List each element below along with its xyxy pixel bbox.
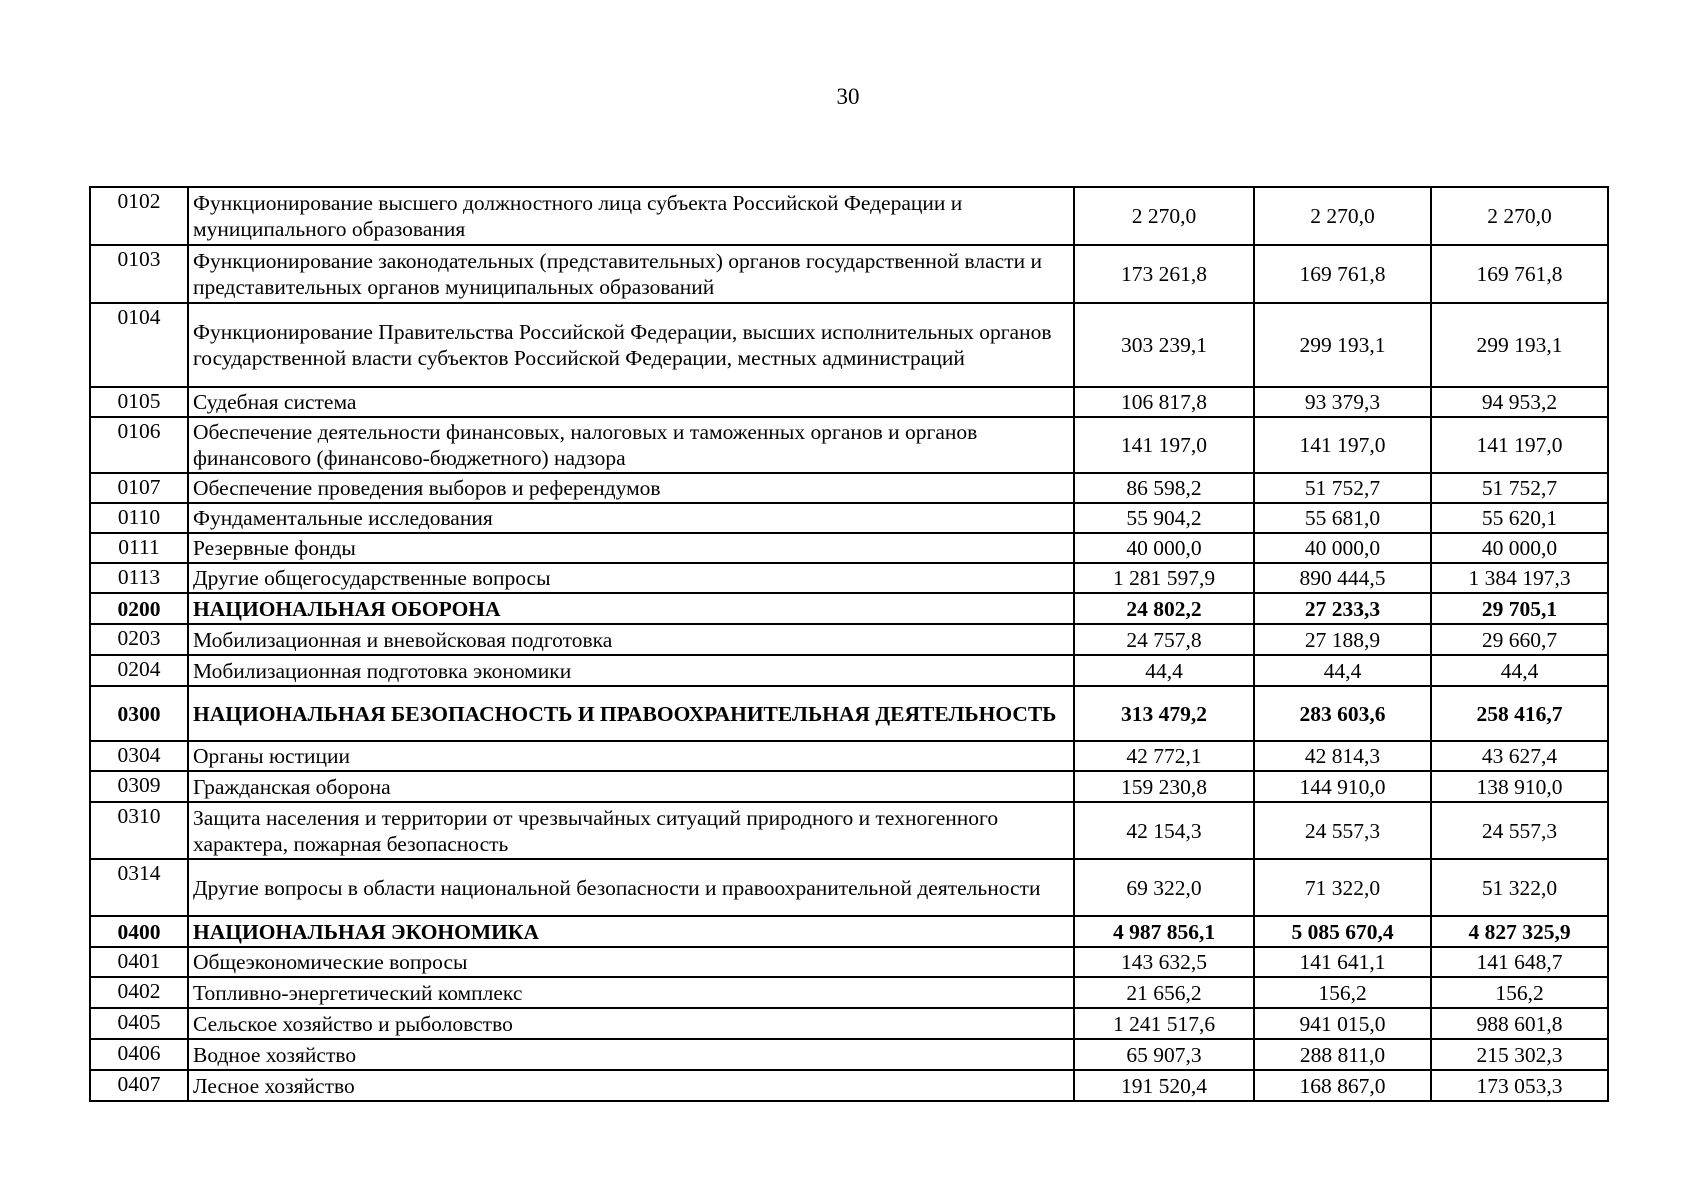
row-value-1: 1 281 597,9 xyxy=(1074,563,1254,593)
table-row xyxy=(90,245,1608,303)
table-row xyxy=(90,1039,1608,1070)
row-value-1: 24 802,2 xyxy=(1074,593,1254,624)
row-code: 0203 xyxy=(90,624,188,655)
table-row xyxy=(90,741,1608,771)
row-value-2: 156,2 xyxy=(1254,977,1431,1008)
row-code: 0110 xyxy=(90,503,188,533)
row-value-1: 69 322,0 xyxy=(1074,859,1254,916)
row-value-1: 21 656,2 xyxy=(1074,977,1254,1008)
row-value-3: 55 620,1 xyxy=(1431,503,1608,533)
row-name: Функционирование высшего должностного лица субъекта Российской Федерации и муниципального образования xyxy=(188,187,1074,245)
row-value-3: 299 193,1 xyxy=(1431,303,1608,387)
row-value-3: 258 416,7 xyxy=(1431,686,1608,741)
row-value-1: 44,4 xyxy=(1074,655,1254,686)
table-row xyxy=(90,533,1608,563)
row-value-1: 65 907,3 xyxy=(1074,1039,1254,1070)
row-value-1: 2 270,0 xyxy=(1074,187,1254,245)
row-value-3: 141 197,0 xyxy=(1431,417,1608,473)
row-value-2: 890 444,5 xyxy=(1254,563,1431,593)
row-code: 0400 xyxy=(90,916,188,947)
row-value-1: 106 817,8 xyxy=(1074,387,1254,417)
table-row xyxy=(90,503,1608,533)
row-value-1: 141 197,0 xyxy=(1074,417,1254,473)
row-value-1: 55 904,2 xyxy=(1074,503,1254,533)
row-code: 0107 xyxy=(90,473,188,503)
row-value-2: 144 910,0 xyxy=(1254,771,1431,802)
row-code: 0405 xyxy=(90,1008,188,1039)
row-value-2: 27 188,9 xyxy=(1254,624,1431,655)
row-name: Обеспечение деятельности финансовых, налоговых и таможенных органов и органов финансового (финансово-бюджетного) надзора xyxy=(188,417,1074,473)
table-row xyxy=(90,473,1608,503)
row-name: Резервные фонды xyxy=(188,533,1074,563)
page-number: 30 xyxy=(836,84,860,109)
row-name: НАЦИОНАЛЬНАЯ БЕЗОПАСНОСТЬ И ПРАВООХРАНИТЕЛЬНАЯ ДЕЯТЕЛЬНОСТЬ xyxy=(188,686,1074,741)
table-row xyxy=(90,859,1608,916)
row-code: 0103 xyxy=(90,245,188,303)
row-code: 0113 xyxy=(90,563,188,593)
row-value-3: 29 660,7 xyxy=(1431,624,1608,655)
row-value-2: 55 681,0 xyxy=(1254,503,1431,533)
row-name: Защита населения и территории от чрезвычайных ситуаций природного и техногенного характера, пожарная безопасность xyxy=(188,802,1074,859)
row-code: 0204 xyxy=(90,655,188,686)
row-name: Органы юстиции xyxy=(188,741,1074,771)
row-value-2: 941 015,0 xyxy=(1254,1008,1431,1039)
row-value-1: 24 757,8 xyxy=(1074,624,1254,655)
row-value-2: 2 270,0 xyxy=(1254,187,1431,245)
row-code: 0401 xyxy=(90,947,188,977)
table-row xyxy=(90,187,1608,245)
row-code: 0300 xyxy=(90,686,188,741)
table-row xyxy=(90,771,1608,802)
row-value-3: 215 302,3 xyxy=(1431,1039,1608,1070)
row-code: 0111 xyxy=(90,533,188,563)
row-name: Обеспечение проведения выборов и референдумов xyxy=(188,473,1074,503)
row-name: Мобилизационная подготовка экономики xyxy=(188,655,1074,686)
row-value-2: 27 233,3 xyxy=(1254,593,1431,624)
row-value-1: 191 520,4 xyxy=(1074,1070,1254,1101)
table-row xyxy=(90,417,1608,473)
row-value-1: 42 772,1 xyxy=(1074,741,1254,771)
row-name: Фундаментальные исследования xyxy=(188,503,1074,533)
row-value-2: 141 641,1 xyxy=(1254,947,1431,977)
row-name: Функционирование законодательных (представительных) органов государственной власти и представительных органов муниципальных образований xyxy=(188,245,1074,303)
row-name: Мобилизационная и вневойсковая подготовка xyxy=(188,624,1074,655)
row-name: Водное хозяйство xyxy=(188,1039,1074,1070)
budget-table xyxy=(89,186,1609,1102)
row-code: 0309 xyxy=(90,771,188,802)
row-value-2: 71 322,0 xyxy=(1254,859,1431,916)
row-name: Лесное хозяйство xyxy=(188,1070,1074,1101)
row-code: 0310 xyxy=(90,802,188,859)
row-value-1: 1 241 517,6 xyxy=(1074,1008,1254,1039)
row-value-3: 141 648,7 xyxy=(1431,947,1608,977)
row-value-2: 299 193,1 xyxy=(1254,303,1431,387)
row-name: Судебная система xyxy=(188,387,1074,417)
row-code: 0314 xyxy=(90,859,188,916)
table-row xyxy=(90,624,1608,655)
row-value-3: 51 322,0 xyxy=(1431,859,1608,916)
row-value-3: 2 270,0 xyxy=(1431,187,1608,245)
row-name: Функционирование Правительства Российской Федерации, высших исполнительных органов государственной власти субъектов Российской Федерации, местных администраций xyxy=(188,303,1074,387)
row-value-1: 159 230,8 xyxy=(1074,771,1254,802)
row-value-2: 288 811,0 xyxy=(1254,1039,1431,1070)
row-value-3: 156,2 xyxy=(1431,977,1608,1008)
row-name: НАЦИОНАЛЬНАЯ ЭКОНОМИКА xyxy=(188,916,1074,947)
row-value-1: 40 000,0 xyxy=(1074,533,1254,563)
row-value-1: 42 154,3 xyxy=(1074,802,1254,859)
row-name: Сельское хозяйство и рыболовство xyxy=(188,1008,1074,1039)
row-value-3: 138 910,0 xyxy=(1431,771,1608,802)
row-value-3: 51 752,7 xyxy=(1431,473,1608,503)
row-code: 0105 xyxy=(90,387,188,417)
row-value-1: 313 479,2 xyxy=(1074,686,1254,741)
row-value-3: 173 053,3 xyxy=(1431,1070,1608,1101)
row-value-2: 44,4 xyxy=(1254,655,1431,686)
row-value-2: 141 197,0 xyxy=(1254,417,1431,473)
row-value-1: 303 239,1 xyxy=(1074,303,1254,387)
row-value-1: 86 598,2 xyxy=(1074,473,1254,503)
table-row xyxy=(90,303,1608,387)
row-value-3: 29 705,1 xyxy=(1431,593,1608,624)
row-value-3: 4 827 325,9 xyxy=(1431,916,1608,947)
row-code: 0402 xyxy=(90,977,188,1008)
table-row xyxy=(90,916,1608,947)
row-value-2: 5 085 670,4 xyxy=(1254,916,1431,947)
row-value-2: 40 000,0 xyxy=(1254,533,1431,563)
table-row xyxy=(90,387,1608,417)
row-code: 0104 xyxy=(90,303,188,387)
row-code: 0304 xyxy=(90,741,188,771)
table-row xyxy=(90,977,1608,1008)
table-row xyxy=(90,1070,1608,1101)
row-value-2: 169 761,8 xyxy=(1254,245,1431,303)
table-row xyxy=(90,686,1608,741)
row-code: 0102 xyxy=(90,187,188,245)
row-value-1: 173 261,8 xyxy=(1074,245,1254,303)
row-code: 0200 xyxy=(90,593,188,624)
row-value-2: 24 557,3 xyxy=(1254,802,1431,859)
row-value-3: 24 557,3 xyxy=(1431,802,1608,859)
row-value-2: 51 752,7 xyxy=(1254,473,1431,503)
row-value-2: 93 379,3 xyxy=(1254,387,1431,417)
row-name: Другие вопросы в области национальной безопасности и правоохранительной деятельности xyxy=(188,859,1074,916)
row-value-3: 1 384 197,3 xyxy=(1431,563,1608,593)
row-name: Гражданская оборона xyxy=(188,771,1074,802)
table-row xyxy=(90,802,1608,859)
row-value-2: 168 867,0 xyxy=(1254,1070,1431,1101)
table-row xyxy=(90,1008,1608,1039)
row-value-2: 42 814,3 xyxy=(1254,741,1431,771)
row-name: НАЦИОНАЛЬНАЯ ОБОРОНА xyxy=(188,593,1074,624)
row-code: 0106 xyxy=(90,417,188,473)
row-value-3: 94 953,2 xyxy=(1431,387,1608,417)
row-value-2: 283 603,6 xyxy=(1254,686,1431,741)
row-name: Другие общегосударственные вопросы xyxy=(188,563,1074,593)
row-value-3: 988 601,8 xyxy=(1431,1008,1608,1039)
table-row xyxy=(90,563,1608,593)
row-value-1: 143 632,5 xyxy=(1074,947,1254,977)
row-value-3: 43 627,4 xyxy=(1431,741,1608,771)
row-name: Общеэкономические вопросы xyxy=(188,947,1074,977)
table-row xyxy=(90,947,1608,977)
row-code: 0407 xyxy=(90,1070,188,1101)
table-body xyxy=(90,187,1608,1101)
table-row xyxy=(90,593,1608,624)
row-value-3: 169 761,8 xyxy=(1431,245,1608,303)
row-code: 0406 xyxy=(90,1039,188,1070)
row-value-3: 44,4 xyxy=(1431,655,1608,686)
row-value-3: 40 000,0 xyxy=(1431,533,1608,563)
table-row xyxy=(90,655,1608,686)
row-value-1: 4 987 856,1 xyxy=(1074,916,1254,947)
row-name: Топливно-энергетический комплекс xyxy=(188,977,1074,1008)
